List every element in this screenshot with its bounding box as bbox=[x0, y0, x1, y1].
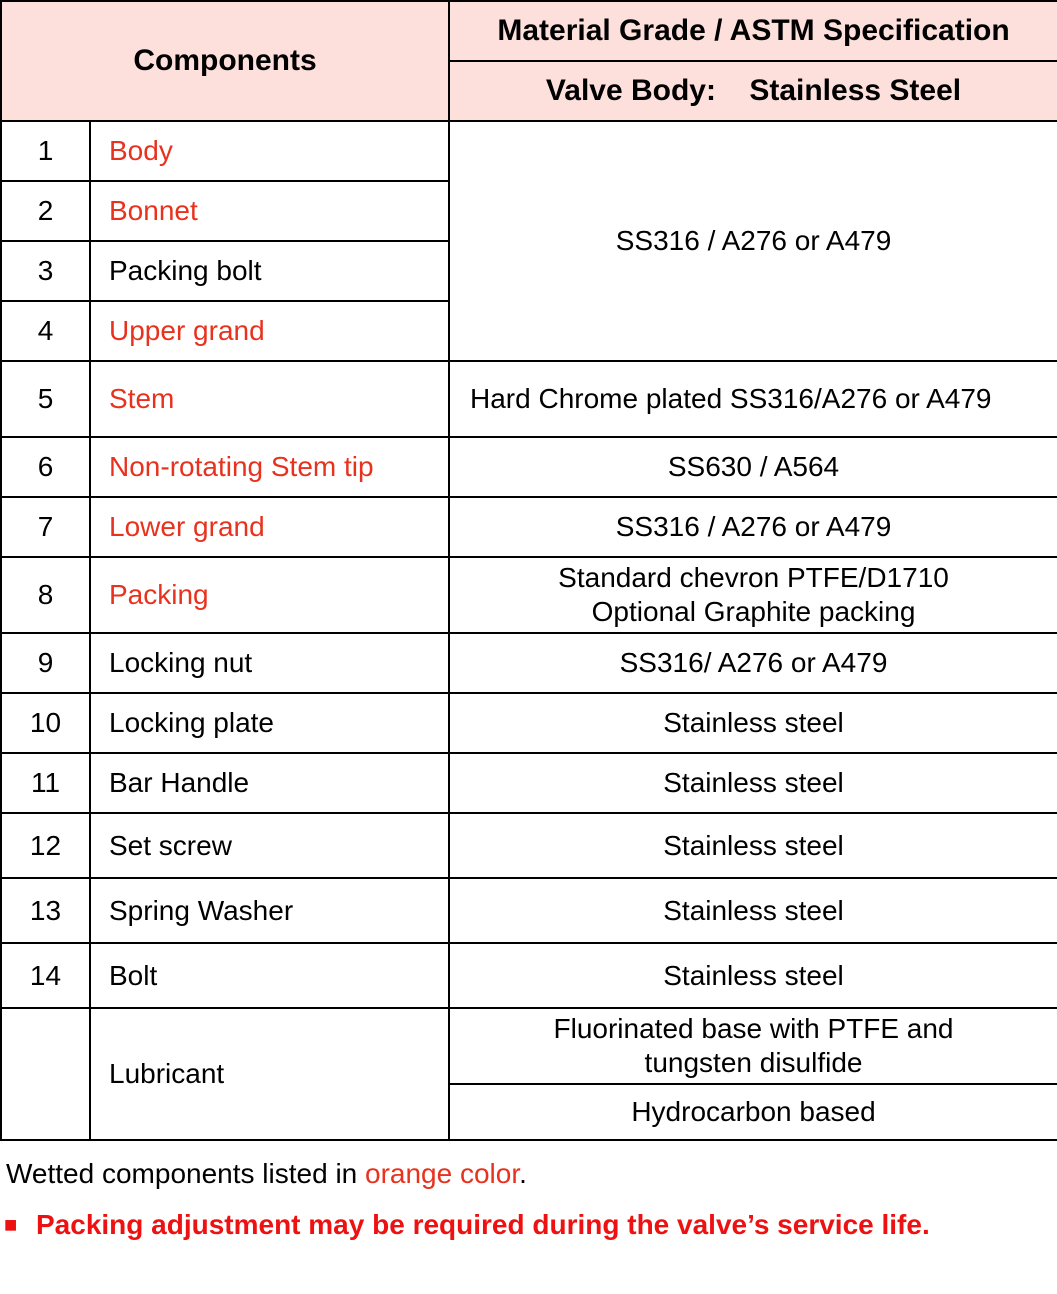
material-line: Standard chevron PTFE/D1710 bbox=[558, 562, 949, 594]
material-cell: SS316 / A276 or A479 bbox=[449, 497, 1057, 557]
packing-note bbox=[0, 1206, 1034, 1244]
table-row bbox=[1, 633, 1057, 693]
table-row bbox=[1, 1008, 1057, 1084]
row-number bbox=[1, 1008, 90, 1140]
wetted-note-prefix: Wetted components listed in bbox=[6, 1158, 366, 1189]
table-row bbox=[1, 813, 1057, 878]
row-number: 4 bbox=[1, 301, 90, 361]
component-name: Bolt bbox=[90, 943, 449, 1008]
component-name: Lubricant bbox=[90, 1008, 449, 1140]
row-number: 7 bbox=[1, 497, 90, 557]
wetted-note bbox=[6, 1158, 527, 1190]
material-cell: Stainless steel bbox=[449, 813, 1057, 878]
material-cell: Stainless steel bbox=[449, 753, 1057, 813]
row-number: 3 bbox=[1, 241, 90, 301]
material-cell: Hard Chrome plated SS316/A276 or A479 bbox=[449, 361, 1057, 437]
component-name: Locking plate bbox=[90, 693, 449, 753]
row-number: 5 bbox=[1, 361, 90, 437]
component-name: Packing bolt bbox=[90, 241, 449, 301]
component-name: Bonnet bbox=[90, 181, 449, 241]
wetted-note-highlight: orange color bbox=[365, 1158, 520, 1189]
material-line: Optional Graphite packing bbox=[591, 596, 916, 627]
row-number: 11 bbox=[1, 753, 90, 813]
header-valve-body bbox=[449, 61, 1057, 121]
material-line: Fluorinated base with PTFE and bbox=[553, 1013, 954, 1045]
row-number: 8 bbox=[1, 557, 90, 633]
component-name: Set screw bbox=[90, 813, 449, 878]
row-number: 9 bbox=[1, 633, 90, 693]
component-name: Lower grand bbox=[90, 497, 449, 557]
material-cell bbox=[449, 557, 1057, 633]
table-row bbox=[1, 437, 1057, 497]
component-name: Body bbox=[90, 121, 449, 181]
packing-note-text: Packing adjustment may be required during the valve’s service life. bbox=[36, 1209, 930, 1240]
table-row bbox=[1, 121, 1057, 181]
table-row bbox=[1, 878, 1057, 943]
component-name: Upper grand bbox=[90, 301, 449, 361]
row-number: 10 bbox=[1, 693, 90, 753]
material-cell: SS316 / A276 or A479 bbox=[449, 121, 1057, 361]
material-cell: Stainless steel bbox=[449, 693, 1057, 753]
wetted-note-suffix: . bbox=[519, 1158, 527, 1189]
table-row bbox=[1, 497, 1057, 557]
component-name: Locking nut bbox=[90, 633, 449, 693]
material-cell: Stainless steel bbox=[449, 878, 1057, 943]
material-line: tungsten disulfide bbox=[644, 1047, 863, 1078]
square-bullet-icon: ■ bbox=[4, 1212, 18, 1237]
row-number: 1 bbox=[1, 121, 90, 181]
row-number: 13 bbox=[1, 878, 90, 943]
material-cell: SS630 / A564 bbox=[449, 437, 1057, 497]
component-name: Packing bbox=[90, 557, 449, 633]
table-row bbox=[1, 753, 1057, 813]
row-number: 6 bbox=[1, 437, 90, 497]
header-components: Components bbox=[1, 1, 449, 121]
material-cell: SS316/ A276 or A479 bbox=[449, 633, 1057, 693]
table-row bbox=[1, 361, 1057, 437]
material-cell: Hydrocarbon based bbox=[449, 1084, 1057, 1140]
table-row bbox=[1, 943, 1057, 1008]
header-material-grade: Material Grade / ASTM Specification bbox=[449, 1, 1057, 61]
material-cell: Stainless steel bbox=[449, 943, 1057, 1008]
row-number: 14 bbox=[1, 943, 90, 1008]
table-row bbox=[1, 557, 1057, 633]
component-name: Bar Handle bbox=[90, 753, 449, 813]
valve-body-value: Stainless Steel bbox=[749, 74, 962, 107]
table-row bbox=[1, 693, 1057, 753]
material-cell bbox=[449, 1008, 1057, 1084]
row-number: 2 bbox=[1, 181, 90, 241]
component-name: Spring Washer bbox=[90, 878, 449, 943]
component-name: Non-rotating Stem tip bbox=[90, 437, 449, 497]
component-name: Stem bbox=[90, 361, 449, 437]
row-number: 12 bbox=[1, 813, 90, 878]
valve-body-label: Valve Body: bbox=[545, 74, 716, 107]
header-row-1 bbox=[1, 1, 1057, 61]
